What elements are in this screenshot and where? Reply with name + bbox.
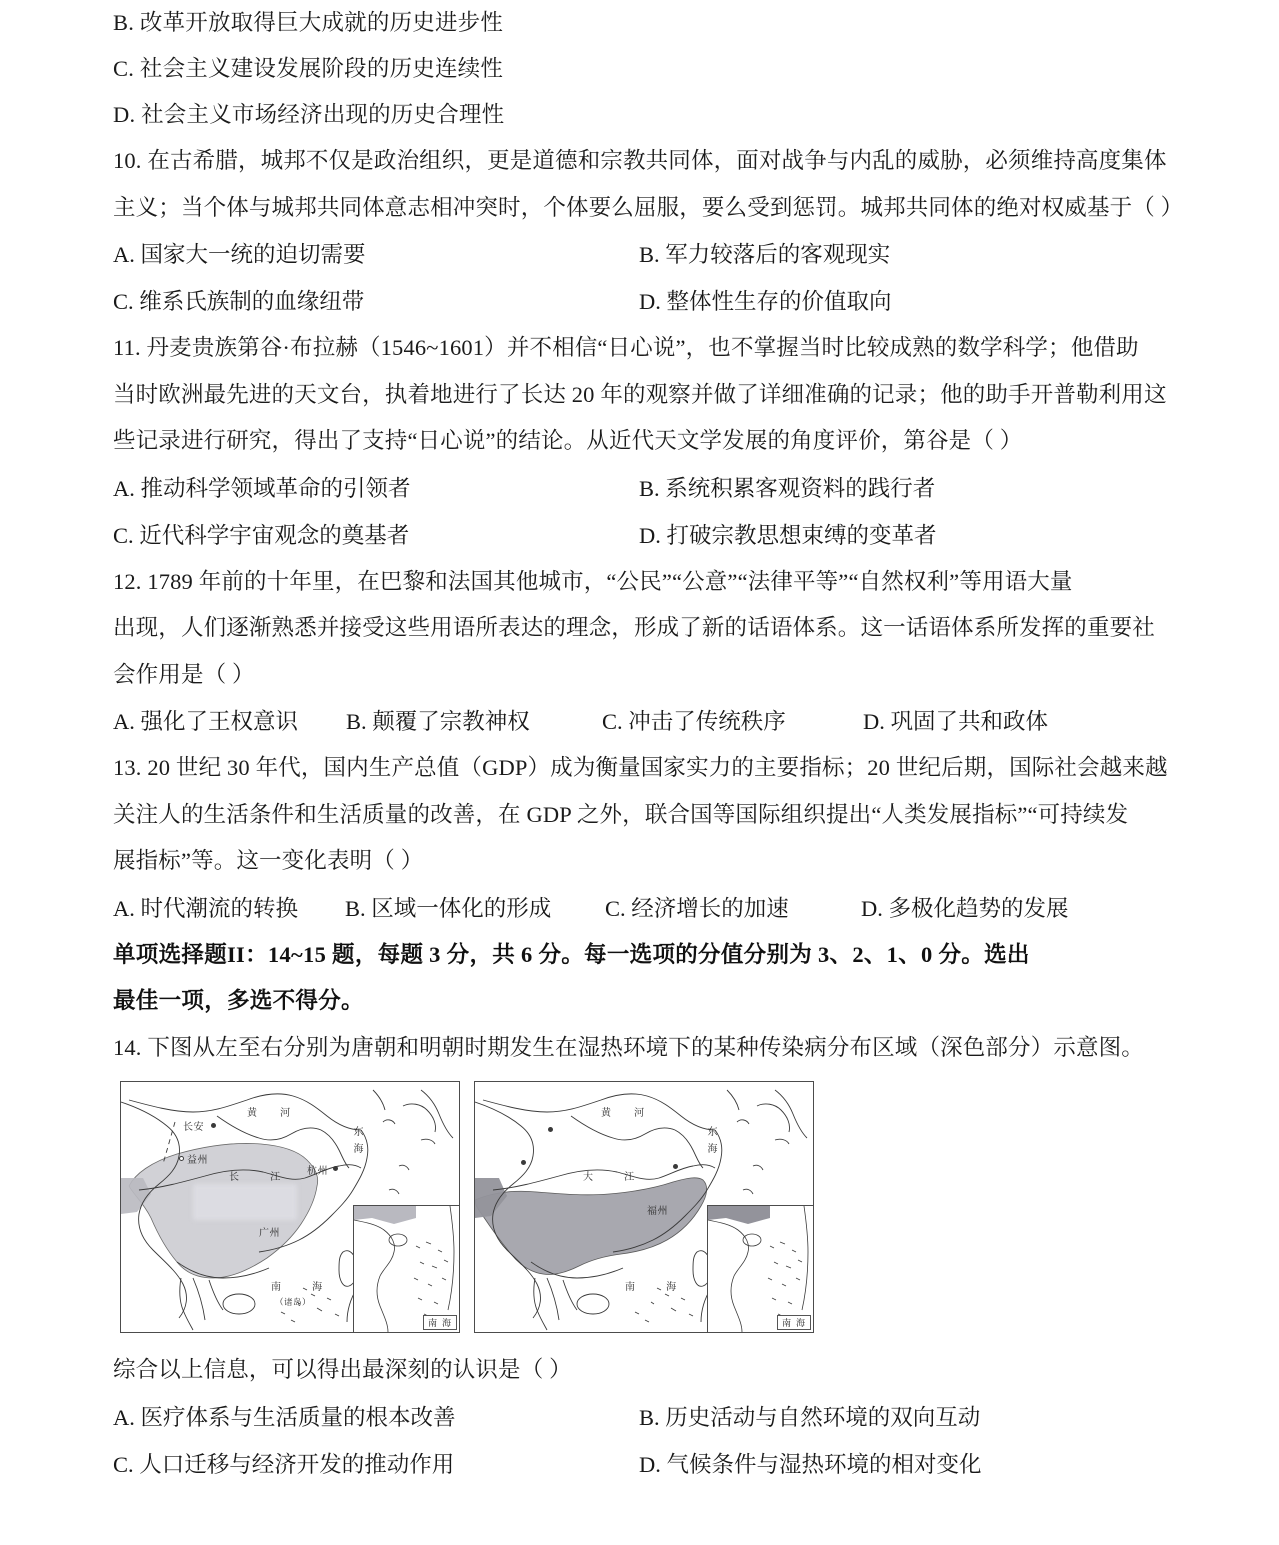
- option-key: D.: [113, 102, 136, 127]
- q10-options-row-1: [113, 231, 1173, 278]
- option-key: C.: [113, 289, 134, 314]
- q11-option-d: [639, 512, 937, 559]
- q9-option-b: [113, 0, 1173, 46]
- map-label-changan: 长安: [183, 1122, 204, 1133]
- map-label-yizhou: 益州: [187, 1155, 208, 1166]
- q11-options-row-2: [113, 512, 1173, 559]
- option-key: C.: [602, 709, 623, 734]
- q14-option-c: [113, 1441, 454, 1488]
- q13-option-a: [113, 885, 298, 932]
- tang-inset-graphic: [354, 1206, 459, 1332]
- option-key: D.: [639, 289, 661, 314]
- option-text: 整体性生存的价值取向: [666, 289, 892, 314]
- ming-inset-caption: 南 海: [777, 1315, 811, 1330]
- q13-option-c: [605, 885, 789, 932]
- q10-option-d: [639, 278, 892, 325]
- ming-inset-graphic: [708, 1206, 813, 1332]
- option-key: A.: [113, 1404, 135, 1430]
- map-label-huanghe: 黄 河: [247, 1108, 301, 1119]
- q13-stem-line-1: 13. 20 世纪 30 年代，国内生产总值（GDP）成为衡量国家实力的主要指标；20 世纪后期，国际社会越来越: [113, 755, 1168, 780]
- q14-options-row-2: [113, 1441, 1173, 1488]
- redaction-patch: [193, 1184, 297, 1220]
- option-key: C.: [605, 895, 626, 921]
- option-text: 时代潮流的转换: [140, 895, 299, 921]
- option-text: 强化了王权意识: [140, 709, 299, 734]
- option-key: C.: [113, 1451, 134, 1477]
- option-text: 打破宗教思想束缚的变革者: [666, 522, 937, 548]
- option-key: C.: [113, 56, 135, 81]
- option-text: 医疗体系与生活质量的根本改善: [140, 1404, 456, 1430]
- option-key: B.: [639, 475, 660, 501]
- q11-option-c: [113, 512, 409, 559]
- option-key: B.: [346, 709, 367, 734]
- map-label-changjiang: 长 江: [229, 1172, 295, 1183]
- q11-stem-line-1: 11. 丹麦贵族第谷·布拉赫（1546~1601）并不相信“日心说”，也不掌握当时比较成熟的数学科学；他借助: [113, 335, 1139, 360]
- option-text: 巩固了共和政体: [890, 709, 1049, 734]
- option-text: 颠覆了宗教神权: [372, 709, 530, 734]
- q14-sub-stem: 综合以上信息，可以得出最深刻的认识是（ ）: [113, 1357, 572, 1382]
- option-text: 经济增长的加速: [631, 895, 789, 921]
- q12-stem-line-2: 出现，人们逐渐熟悉并接受这些用语所表达的理念，形成了新的话语体系。这一话语体系所发挥的重要社: [113, 615, 1155, 640]
- q10-stem-line-2: 主义；当个体与城邦共同体意志相冲突时，个体要么屈服，要么受到惩罚。城邦共同体的绝对权威基于（ ）: [113, 194, 1184, 220]
- map-label-nanhai-right: 南 海: [625, 1282, 691, 1293]
- q12-stem-line-3: 会作用是（ ）: [113, 661, 255, 687]
- changan-dot: [211, 1123, 216, 1128]
- q11-options-row-1: [113, 465, 1173, 512]
- yizhou-dot: [179, 1156, 184, 1161]
- section-header-line-2: 最佳一项，多选不得分。: [113, 988, 364, 1013]
- q13-option-b: [345, 885, 551, 932]
- option-text: 区域一体化的形成: [371, 895, 552, 921]
- option-text: 人口迁移与经济开发的推动作用: [139, 1451, 455, 1477]
- option-text: 军力较落后的客观现实: [665, 242, 891, 267]
- option-text: 社会主义建设发展阶段的历史连续性: [139, 56, 504, 81]
- q9-option-c: [113, 46, 1173, 92]
- q14-option-a: [113, 1394, 456, 1441]
- q12-option-a: [113, 698, 298, 745]
- q14-option-d: [639, 1441, 982, 1488]
- option-text: 维系氏族制的血缘纽带: [139, 289, 365, 314]
- q14-option-b: [639, 1394, 980, 1441]
- map-label-guangzhou: 广州: [259, 1228, 280, 1239]
- q10-option-a: [113, 231, 366, 278]
- map-label-nanhai: 南 海: [271, 1282, 337, 1293]
- option-text: 国家大一统的迫切需要: [140, 242, 366, 267]
- option-key: A.: [113, 242, 135, 267]
- option-text: 系统积累客观资料的践行者: [665, 475, 936, 501]
- q12-options-row: [113, 698, 1173, 745]
- page-content: [113, 0, 1184, 1488]
- option-key: D.: [639, 522, 661, 548]
- option-key: A.: [113, 895, 135, 921]
- capital-dot-north: [548, 1127, 553, 1132]
- q10-options-row-2: [113, 278, 1173, 325]
- q12-option-d: [863, 698, 1048, 745]
- option-text: 社会主义市场经济出现的历史合理性: [141, 102, 505, 127]
- section-header-line-1: 单项选择题II：14~15 题，每题 3 分，共 6 分。每一选项的分值分别为 3、2、1、0 分。选出: [113, 941, 1030, 967]
- q9-option-d: [113, 92, 1173, 138]
- q14-figure: [120, 1081, 820, 1333]
- tang-map-inset: [353, 1205, 459, 1332]
- option-key: C.: [113, 522, 134, 548]
- ming-map: [474, 1081, 814, 1333]
- q10-option-b: [639, 231, 890, 278]
- q10-stem-line-1: 10. 在古希腊，城邦不仅是政治组织，更是道德和宗教共同体，面对战争与内乱的威胁，必须维持高度集体: [113, 148, 1167, 173]
- q14-options-row-1: [113, 1394, 1173, 1441]
- q13-option-d: [861, 885, 1069, 932]
- q12-option-c: [602, 698, 786, 745]
- hangzhou-dot: [333, 1166, 338, 1171]
- tang-inset-caption: 南 海: [423, 1315, 457, 1330]
- option-text: 近代科学宇宙观念的奠基者: [139, 522, 410, 548]
- option-key: B.: [639, 1404, 660, 1430]
- tang-map: [120, 1081, 460, 1333]
- option-text: 冲击了传统秩序: [628, 709, 786, 734]
- q12-stem-line-1: 12. 1789 年前的十年里，在巴黎和法国其他城市，“公民”“公意”“法律平等”“自然权利”等用语大量: [113, 568, 1073, 594]
- q13-options-row: [113, 885, 1173, 932]
- option-text: 历史活动与自然环境的双向互动: [665, 1404, 981, 1430]
- option-text: 推动科学领域革命的引领者: [140, 475, 411, 501]
- q11-option-b: [639, 465, 935, 512]
- option-text: 多极化趋势的发展: [888, 895, 1069, 921]
- option-key: D.: [861, 895, 883, 921]
- option-key: D.: [863, 709, 885, 734]
- q12-option-b: [346, 698, 530, 745]
- map-label-donghai: 东 海: [351, 1126, 362, 1156]
- q10-option-c: [113, 278, 364, 325]
- option-key: B.: [639, 242, 660, 267]
- map-label-dajiang: 大 江: [583, 1172, 649, 1183]
- q13-stem-line-2: 关注人的生活条件和生活质量的改善，在 GDP 之外，联合国等国际组织提出“人类发展指标”“可持续发: [113, 801, 1129, 827]
- option-key: D.: [639, 1451, 661, 1477]
- map-label-hangzhou: 杭州: [307, 1166, 328, 1177]
- option-key: B.: [113, 10, 135, 35]
- q11-stem-line-3: 些记录进行研究，得出了支持“日心说”的结论。从近代天文学发展的角度评价，第谷是（ ）: [113, 428, 1023, 453]
- option-key: B.: [345, 895, 366, 921]
- ming-map-inset: [707, 1205, 813, 1332]
- option-key: A.: [113, 709, 135, 734]
- option-key: A.: [113, 475, 135, 501]
- option-text: 气候条件与湿热环境的相对变化: [666, 1451, 982, 1477]
- capital-dot-west: [521, 1160, 526, 1165]
- map-label-nanhai-note: （诸岛）: [275, 1298, 312, 1308]
- q11-stem-line-2: 当时欧洲最先进的天文台，执着地进行了长达 20 年的观察并做了详细准确的记录；他的助手开普勒利用这: [113, 381, 1167, 407]
- map-label-donghai-right: 东 海: [705, 1126, 716, 1156]
- map-label-fuzhou: 福州: [647, 1206, 668, 1217]
- q11-option-a: [113, 465, 411, 512]
- q13-stem-line-3: 展指标”等。这一变化表明（ ）: [113, 848, 424, 873]
- nanjing-dot: [673, 1164, 678, 1169]
- option-text: 改革开放取得巨大成就的历史进步性: [139, 10, 504, 35]
- q14-stem: 14. 下图从左至右分别为唐朝和明朝时期发生在湿热环境下的某种传染病分布区域（深色部分）示意图。: [113, 1034, 1144, 1060]
- map-label-huanghe-right: 黄 河: [601, 1108, 655, 1119]
